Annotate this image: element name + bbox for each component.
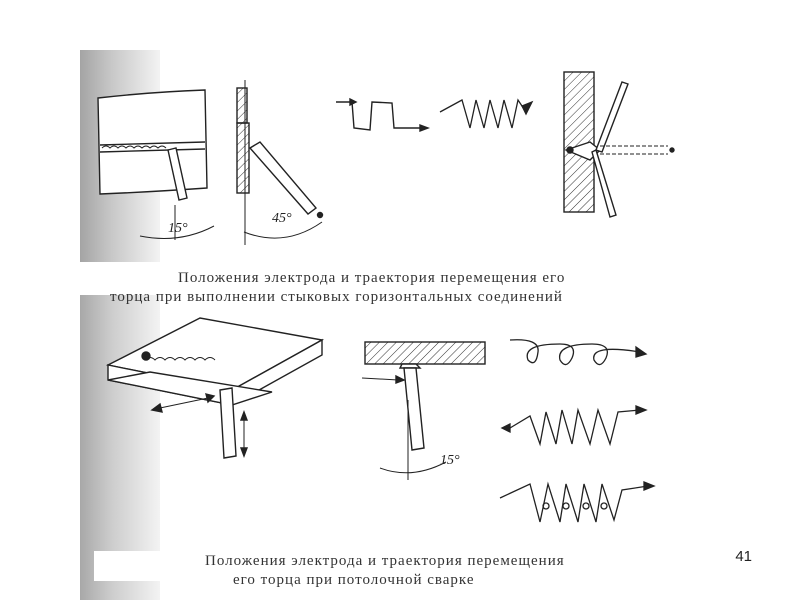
caption-cover-box (94, 551, 202, 581)
caption-top-line2: торца при выполнении стыковых горизонтальных соединений (110, 289, 563, 305)
trajectory-triangle-zigzag (440, 100, 532, 128)
butt-section-diagram (237, 80, 323, 245)
trajectory-triangle-row-3 (500, 482, 654, 522)
multi-pass-section-diagram (564, 72, 674, 217)
caption-top-line1: Положения электрода и траектория перемещения его (178, 270, 566, 286)
angle-label-15-top: 15° (168, 221, 188, 236)
horizontal-butt-plate-diagram (98, 90, 214, 240)
angle-label-45: 45° (272, 211, 292, 226)
caption-bottom-line2: его торца при потолочной сварке (233, 572, 475, 588)
trajectory-square-wave (336, 99, 428, 131)
trajectory-loops (510, 340, 646, 365)
page-number: 41 (735, 548, 752, 565)
angle-label-15-bottom: 15° (440, 453, 460, 468)
overhead-section-diagram (362, 342, 485, 480)
trajectory-triangle-row-2 (502, 406, 646, 444)
overhead-plate-diagram (108, 318, 322, 458)
caption-bottom-line1: Положения электрода и траектория перемещения (205, 553, 565, 569)
